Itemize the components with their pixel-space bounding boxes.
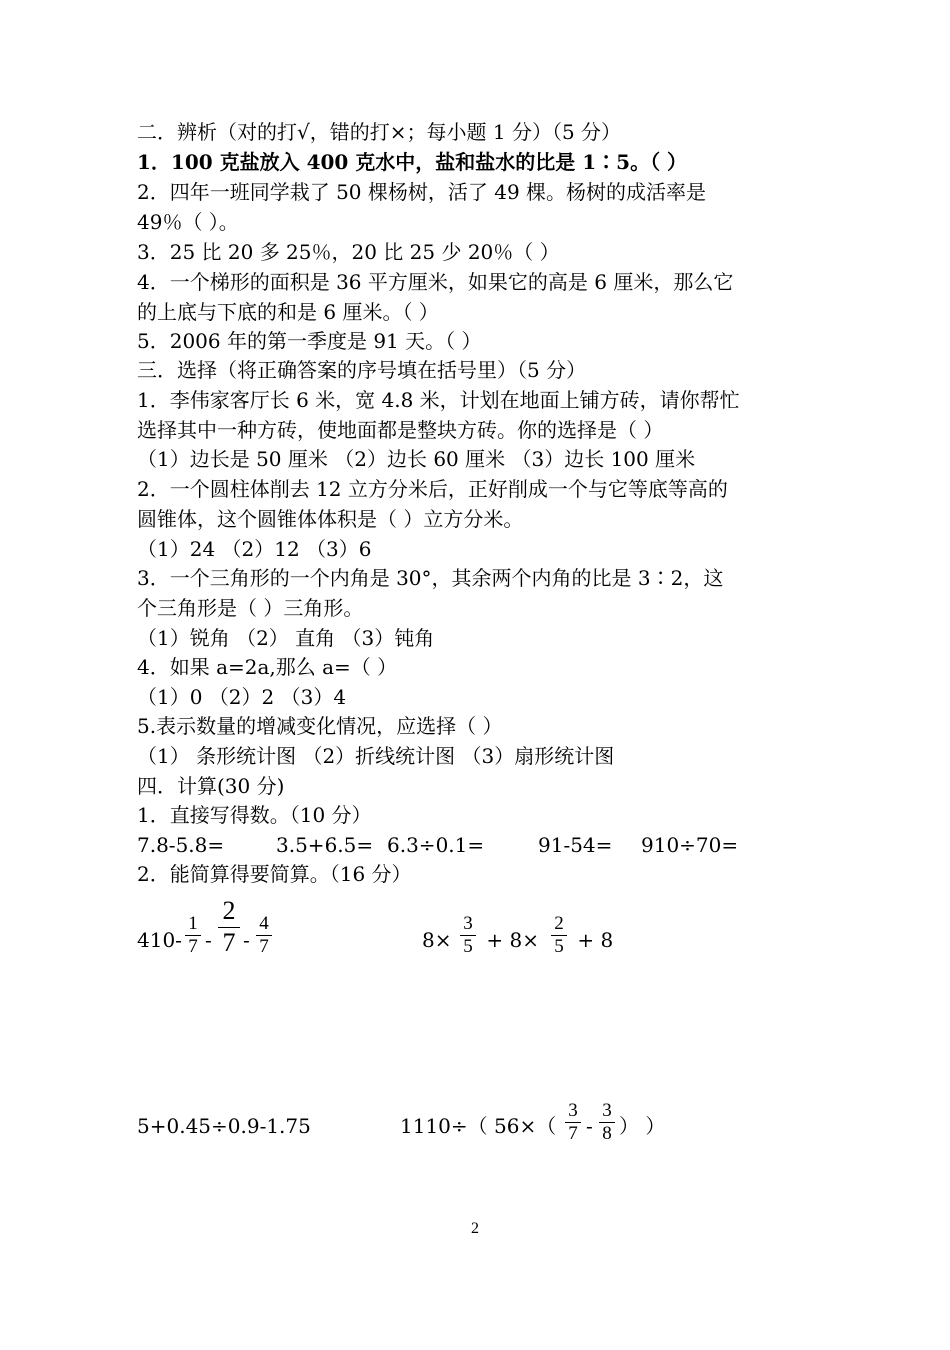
expr-2-tail: + 8	[571, 928, 614, 952]
s3-question-1-line-1: 1．李伟家客厅长 6 米，宽 4.8 米，计划在地面上铺方砖，请你帮忙	[137, 388, 740, 412]
direct-calc-item: 3.5+6.5=	[276, 833, 374, 857]
page-number: 2	[471, 1220, 479, 1237]
s3-question-4-options: （1）0 （2）2 （3）4	[137, 685, 347, 709]
s3-question-2-options: （1）24 （2）12 （3）6	[137, 537, 372, 561]
expr-1-lead: 410-	[137, 928, 182, 952]
s3-question-1-options: （1）边长是 50 厘米 （2）边长 60 厘米 （3）边长 100 厘米	[137, 447, 696, 471]
minus-sign: -	[586, 1114, 593, 1138]
direct-calc-item: 91-54=	[538, 833, 613, 857]
minus-sign: -	[243, 928, 250, 952]
s3-question-5-options: （1） 条形统计图 （2）折线统计图 （3）扇形统计图	[137, 744, 615, 768]
expr-4-tail: ） ）	[619, 1114, 666, 1138]
expr-3: 5+0.45÷0.9-1.75	[137, 1114, 311, 1138]
fraction: 3 8	[599, 1101, 615, 1144]
section-2-heading: 二．辨析（对的打√，错的打×；每小题 1 分）（5 分）	[137, 120, 622, 144]
fraction: 4 7	[256, 914, 272, 957]
section-4-heading: 四．计算(30 分)	[137, 774, 285, 798]
direct-calc-item: 6.3÷0.1=	[387, 833, 485, 857]
s3-question-4: 4．如果 a=2a,那么 a=（ ）	[137, 655, 398, 679]
s3-question-2-line-1: 2．一个圆柱体削去 12 立方分米后，正好削成一个与它等底等高的	[137, 477, 728, 501]
s2-question-2-line-1: 2．四年一班同学栽了 50 棵杨树，活了 49 棵。杨树的成活率是	[137, 180, 707, 204]
fraction: 3 5	[460, 914, 476, 957]
expr-4-lead: 1110÷（ 56×（	[400, 1114, 557, 1138]
s2-question-1: 1．100 克盐放入 400 克水中，盐和盐水的比是 1∶5。（ ）	[137, 150, 688, 174]
s2-question-2-line-2: 49％（ ）。	[137, 210, 239, 234]
s2-question-4-line-2: 的上底与下底的和是 6 厘米。（ ）	[137, 300, 439, 324]
fraction: 3 7	[565, 1101, 581, 1144]
minus-sign: -	[205, 928, 212, 952]
s3-question-3-line-1: 3．一个三角形的一个内角是 30°，其余两个内角的比是 3∶2，这	[137, 566, 724, 590]
section-3-heading: 三．选择（将正确答案的序号填在括号里）（5 分）	[137, 358, 587, 382]
fraction: 2 7	[218, 896, 240, 957]
s4-part-2-title: 2．能简算得要简算。（16 分）	[137, 862, 412, 886]
s3-question-3-line-2: 个三角形是（ ）三角形。	[137, 596, 364, 620]
direct-calc-item: 910÷70=	[641, 833, 739, 857]
s2-question-4-line-1: 4．一个梯形的面积是 36 平方厘米，如果它的高是 6 厘米，那么它	[137, 270, 734, 294]
s2-question-3: 3．25 比 20 多 25％，20 比 25 少 20％（ ）	[137, 240, 560, 264]
expr-2-middle: + 8×	[480, 928, 539, 952]
fraction: 2 5	[551, 914, 567, 957]
s2-question-5: 5．2006 年的第一季度是 91 天。（ ）	[137, 329, 482, 353]
direct-calc-item: 7.8-5.8=	[137, 833, 225, 857]
s3-question-3-options: （1）锐角 （2） 直角 （3）钝角	[137, 626, 435, 650]
s4-part-1-title: 1．直接写得数。（10 分）	[137, 803, 372, 827]
s3-question-5: 5.表示数量的增减变化情况，应选择（ ）	[137, 714, 503, 738]
s3-question-2-line-2: 圆锥体，这个圆锥体体积是（ ）立方分米。	[137, 507, 524, 531]
expr-2-lead: 8×	[422, 928, 452, 952]
fraction: 1 7	[185, 914, 201, 957]
s3-question-1-line-2: 选择其中一种方砖，使地面都是整块方砖。你的选择是（ ）	[137, 418, 664, 442]
